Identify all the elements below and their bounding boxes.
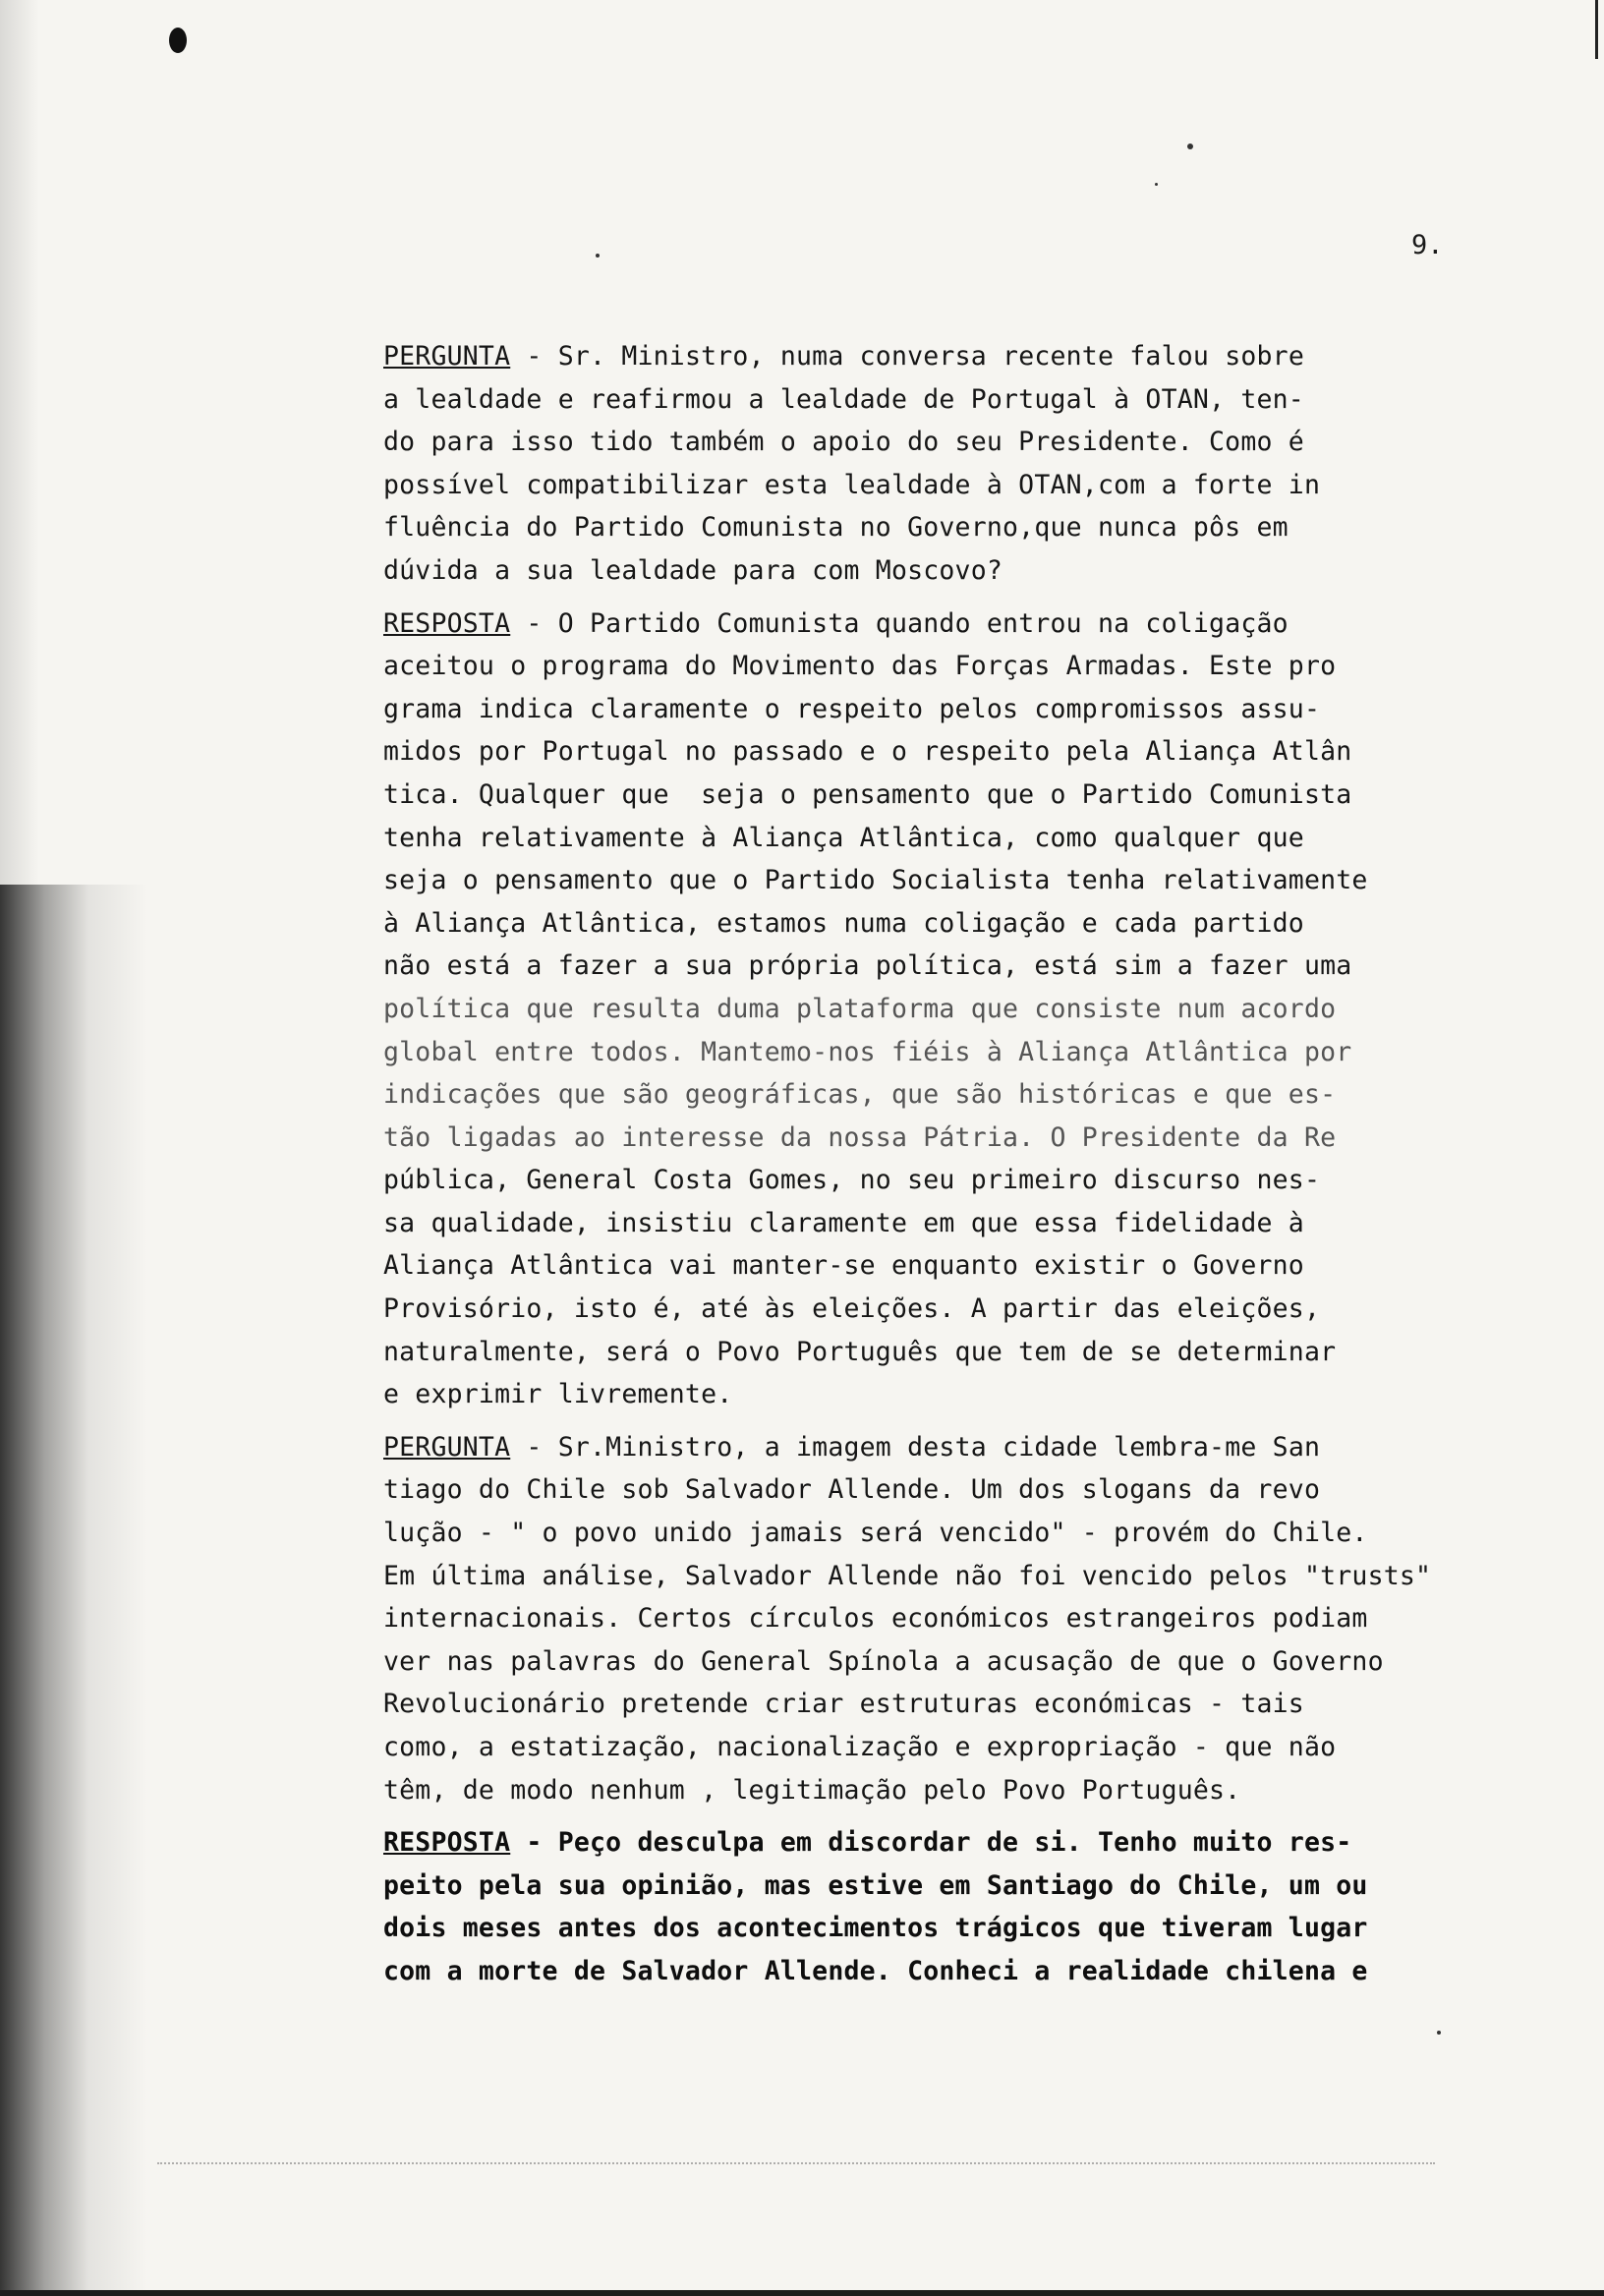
- text-line: pública, General Costa Gomes, no seu primeiro discurso nes-: [383, 1165, 1321, 1196]
- text-line: a lealdade e reafirmou a lealdade de Portugal à OTAN, ten-: [383, 383, 1304, 415]
- bottom-scan-line: [157, 2162, 1435, 2164]
- text-line: ver nas palavras do General Spínola a acusação de que o Governo: [383, 1645, 1384, 1677]
- speaker-label: RESPOSTA: [383, 607, 511, 639]
- paragraph-question-1: [383, 335, 1494, 593]
- text-line: dúvida a sua lealdade para com Moscovo?: [383, 554, 1003, 586]
- speaker-label: PERGUNTA: [383, 341, 511, 372]
- speck: [1155, 183, 1158, 186]
- text-line: dois meses antes dos acontecimentos trágicos que tiveram lugar: [383, 1913, 1368, 1944]
- paragraph-answer-1: [383, 603, 1494, 1416]
- text-line: sa qualidade, insistiu claramente em que essa fidelidade à: [383, 1207, 1304, 1238]
- text-line: internacionais. Certos círculos económicos estrangeiros podiam: [383, 1603, 1368, 1635]
- page-number: 9.: [1411, 230, 1444, 260]
- text-line: peito pela sua opinião, mas estive em Santiago do Chile, um ou: [383, 1869, 1368, 1901]
- text-line: aceitou o programa do Movimento das Forças Armadas. Este pro: [383, 651, 1337, 682]
- text-line: possível compatibilizar esta lealdade à OTAN,com a forte in: [383, 469, 1321, 500]
- text-line: Em última análise, Salvador Allende não foi vencido pelos "trusts": [383, 1560, 1432, 1591]
- scan-shadow: [0, 885, 147, 2296]
- text-line: têm, de modo nenhum , legitimação pelo Povo Português.: [383, 1774, 1241, 1806]
- text-line: Provisório, isto é, até às eleições. A partir das eleições,: [383, 1293, 1321, 1325]
- text-line: midos por Portugal no passado e o respeito pela Aliança Atlân: [383, 736, 1352, 768]
- paragraph-answer-2: [383, 1821, 1494, 1992]
- text-line: não está a fazer a sua própria política, está sim a fazer uma: [383, 950, 1352, 982]
- document-body: [383, 335, 1494, 2003]
- text-line: grama indica claramente o respeito pelos compromissos assu-: [383, 693, 1321, 724]
- text-line: Revolucionário pretende criar estruturas económicas - tais: [383, 1689, 1304, 1720]
- text-line: RESPOSTA - Peço desculpa em discordar de si. Tenho muito res-: [383, 1827, 1352, 1859]
- text-line: tão ligadas ao interesse da nossa Pátria. O Presidente da Re: [383, 1121, 1337, 1153]
- text-line: do para isso tido também o apoio do seu Presidente. Como é: [383, 427, 1304, 458]
- bottom-edge: [0, 2290, 1604, 2296]
- text-line: e exprimir livremente.: [383, 1379, 733, 1410]
- text-line: como, a estatização, nacionalização e expropriação - que não: [383, 1732, 1337, 1762]
- text-line: indicações que são geográficas, que são históricas e que es-: [383, 1079, 1337, 1111]
- punch-hole-mark: [169, 28, 187, 53]
- text-line: lução - " o povo unido jamais será vencido" - provém do Chile.: [383, 1518, 1368, 1549]
- text-line: PERGUNTA - Sr. Ministro, numa conversa recente falou sobre: [383, 341, 1304, 372]
- speaker-label: PERGUNTA: [383, 1431, 511, 1463]
- text-line: global entre todos. Mantemo-nos fiéis à Aliança Atlântica por: [383, 1036, 1352, 1067]
- speck: [1437, 2031, 1441, 2035]
- text-line: tica. Qualquer que seja o pensamento que o Partido Comunista: [383, 778, 1352, 810]
- speaker-label: RESPOSTA: [383, 1827, 511, 1859]
- text-line: fluência do Partido Comunista no Governo,que nunca pôs em: [383, 512, 1289, 544]
- speck: [1187, 144, 1193, 149]
- text-line: à Aliança Atlântica, estamos numa coligação e cada partido: [383, 907, 1304, 939]
- text-line: Aliança Atlântica vai manter-se enquanto existir o Governo: [383, 1250, 1304, 1282]
- page-edge-mark: [1595, 0, 1598, 59]
- text-line: PERGUNTA - Sr.Ministro, a imagem desta cidade lembra-me San: [383, 1431, 1321, 1463]
- speck: [596, 254, 600, 258]
- text-line: tiago do Chile sob Salvador Allende. Um dos slogans da revo: [383, 1474, 1321, 1506]
- text-line: naturalmente, será o Povo Português que tem de se determinar: [383, 1336, 1337, 1367]
- text-line: tenha relativamente à Aliança Atlântica, como qualquer que: [383, 822, 1304, 853]
- text-line: com a morte de Salvador Allende. Conheci a realidade chilena e: [383, 1955, 1368, 1986]
- text-line: RESPOSTA - O Partido Comunista quando entrou na coligação: [383, 607, 1289, 639]
- scan-shadow-top: [0, 0, 39, 885]
- text-line: política que resulta duma plataforma que consiste num acordo: [383, 993, 1337, 1024]
- paragraph-question-2: [383, 1426, 1494, 1811]
- text-line: seja o pensamento que o Partido Socialista tenha relativamente: [383, 865, 1368, 896]
